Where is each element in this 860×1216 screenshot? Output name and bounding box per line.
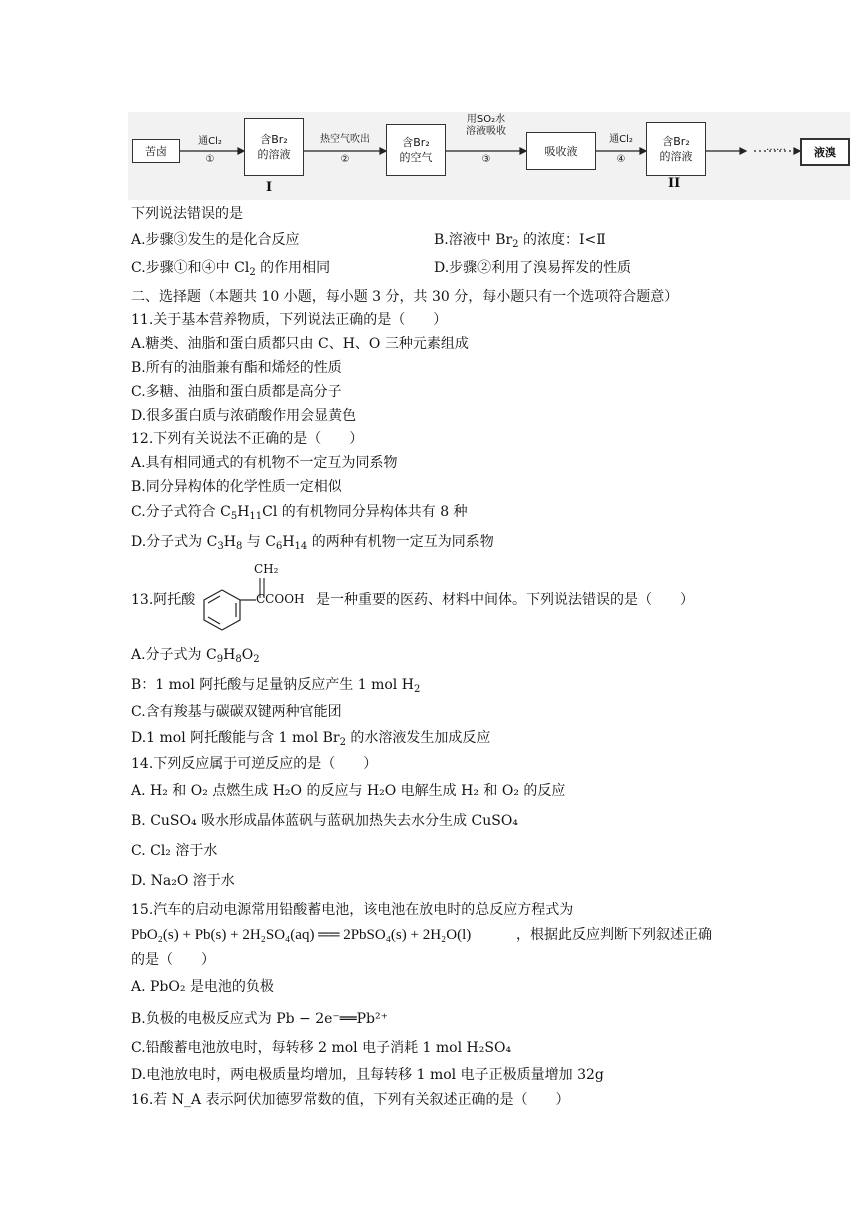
arrow3-step: ③ bbox=[481, 154, 491, 165]
q11-option-b: B.所有的油脂兼有酯和烯烃的性质 bbox=[131, 360, 342, 376]
q15-equation: PbO₂(s) + Pb(s) + 2H₂SO₄(aq) ══ 2PbSO₄(s) + 2H₂O(l) bbox=[131, 927, 472, 943]
q15-option-a: A. PbO₂ 是电池的负极 bbox=[131, 979, 274, 995]
box1-roman-label: I bbox=[266, 180, 273, 195]
q13-stem-prefix: 13.阿托酸 bbox=[131, 592, 196, 608]
q15-option-d: D.电池放电时，两电极质量均增加，且每转移 1 mol 电子正极质量增加 32g bbox=[131, 1067, 604, 1083]
flow-box-3: 吸收液 bbox=[526, 132, 596, 170]
q10-option-d: D.步骤②利用了溴易挥发的性质 bbox=[434, 260, 632, 276]
arrow1-label: 通Cl₂ bbox=[198, 136, 222, 147]
arrow4-label: 通Cl₂ bbox=[609, 134, 633, 145]
box4-roman-label: II bbox=[668, 176, 681, 191]
atropic-acid-structure bbox=[200, 562, 318, 636]
arrow2-label: 热空气吹出 bbox=[320, 134, 370, 145]
section-heading: 二、选择题（本题共 10 小题，每小题 3 分，共 30 分，每小题只有一个选项符合题意） bbox=[131, 289, 679, 305]
q15-option-b: B.负极的电极反应式为 Pb − 2e⁻══Pb²⁺ bbox=[131, 1011, 389, 1027]
flow-end-box: 液溴 bbox=[800, 138, 850, 166]
q10-option-c: C.步骤①和④中 $Cl_2$ 的作用相同 bbox=[131, 260, 331, 278]
q13-option-b: B：1 mol 阿托酸与足量钠反应产生 1 mol $H_2$ bbox=[131, 677, 421, 695]
q11-option-a: A.糖类、油脂和蛋白质都只由 C、H、O 三种元素组成 bbox=[131, 336, 469, 352]
q13-stem: 是一种重要的医药、材料中间体。下列说法错误的是（ ） bbox=[316, 592, 694, 608]
q10-stem: 下列说法错误的是 bbox=[131, 206, 243, 222]
arrow1-step: ① bbox=[205, 154, 215, 165]
flow-box-4: 含Br₂ 的溶液 bbox=[646, 122, 706, 176]
q13-option-a: A.分子式为 $C_9H_8O_2$ bbox=[131, 647, 260, 665]
benzene-ring-icon bbox=[200, 562, 260, 636]
flow-box-1: 含Br₂ 的溶液 bbox=[244, 118, 304, 176]
q15-stem-end: 的是（ ） bbox=[131, 952, 215, 968]
q10-option-a: A.步骤③发生的是化合反应 bbox=[131, 232, 300, 248]
q13-option-c: C.含有羧基与碳碳双键两种官能团 bbox=[131, 704, 342, 720]
q13-option-d: D.1 mol 阿托酸能与含 1 mol $Br_2$ 的水溶液发生加成反应 bbox=[131, 730, 491, 748]
q14-option-b: B. CuSO₄ 吸水形成晶体蓝矾与蓝矾加热失去水分生成 CuSO₄ bbox=[131, 813, 518, 829]
q12-option-b: B.同分异构体的化学性质一定相似 bbox=[131, 479, 342, 495]
q16-stem: 16.若 N_A 表示阿伏加德罗常数的值，下列有关叙述正确的是（ ） bbox=[131, 1092, 570, 1108]
q12-option-d: D.分子式为 $C_3H_8$ 与 $C_6H_{14}$ 的两种有机物一定互为同系物 bbox=[131, 534, 494, 552]
bromine-extraction-flowchart bbox=[128, 112, 850, 200]
mol-ccooh: CCOOH bbox=[256, 592, 305, 606]
q14-stem: 14.下列反应属于可逆反应的是（ ） bbox=[131, 756, 378, 772]
q12-option-a: A.具有相同通式的有机物不一定互为同系物 bbox=[131, 455, 398, 471]
mol-ch2: CH₂ bbox=[254, 562, 279, 576]
q15-option-c: C.铅酸蓄电池放电时，每转移 2 mol 电子消耗 1 mol H₂SO₄ bbox=[131, 1040, 512, 1056]
flow-dots: …… bbox=[766, 142, 786, 153]
q15-stem-tail: ，根据此反应判断下列叙述正确 bbox=[516, 927, 712, 943]
q14-option-d: D. Na₂O 溶于水 bbox=[131, 873, 235, 889]
q10-option-b: B.溶液中 $Br_2$ 的浓度：Ⅰ<Ⅱ bbox=[434, 232, 606, 250]
flow-start-box: 苦卤 bbox=[132, 139, 180, 163]
q12-stem: 12.下列有关说法不正确的是（ ） bbox=[131, 431, 364, 447]
q14-option-a: A. H₂ 和 O₂ 点燃生成 H₂O 的反应与 H₂O 电解生成 H₂ 和 O₂ 的反应 bbox=[131, 783, 566, 799]
q12-option-c: C.分子式符合 $C_5H_{11}Cl$ 的有机物同分异构体共有 8 种 bbox=[131, 504, 468, 522]
q11-option-d: D.很多蛋白质与浓硝酸作用会显黄色 bbox=[131, 408, 357, 424]
q11-option-c: C.多糖、油脂和蛋白质都是高分子 bbox=[131, 384, 342, 400]
q15-stem: 15.汽车的启动电源常用铅酸蓄电池，该电池在放电时的总反应方程式为 bbox=[131, 902, 574, 918]
arrow2-step: ② bbox=[340, 154, 350, 165]
q11-stem: 11.关于基本营养物质，下列说法正确的是（ ） bbox=[131, 312, 448, 328]
arrow4-step: ④ bbox=[616, 154, 626, 165]
arrow3-label: 用SO₂水 溶液吸收 bbox=[466, 114, 506, 137]
q14-option-c: C. Cl₂ 溶于水 bbox=[131, 843, 218, 859]
flow-box-2: 含Br₂ 的空气 bbox=[386, 124, 446, 176]
